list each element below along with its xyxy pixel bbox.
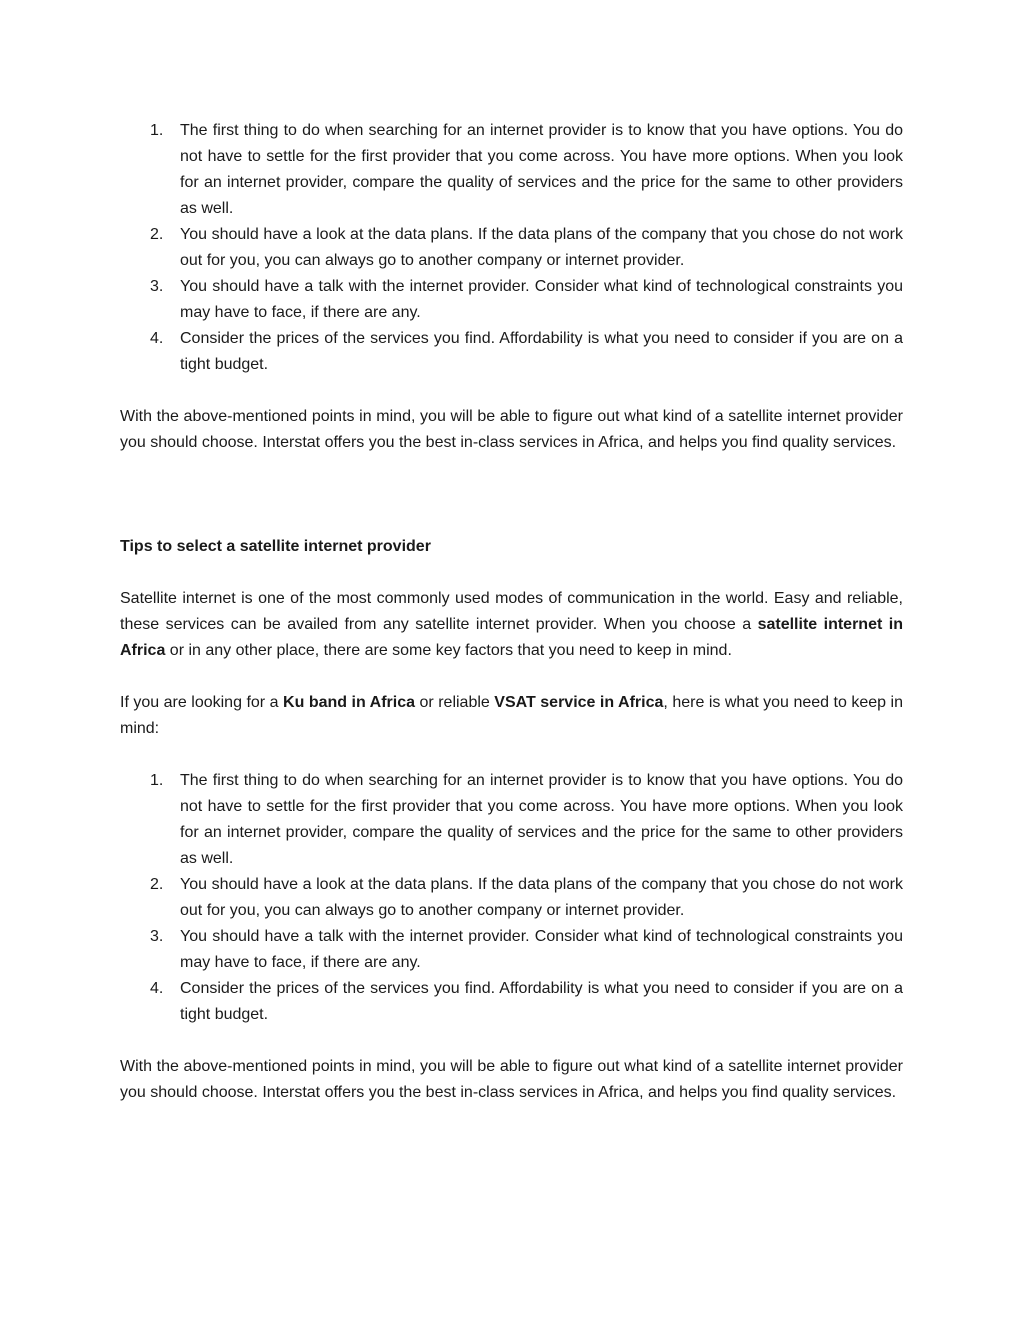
list-item-text: You should have a talk with the internet provider. Consider what kind of technological constraints you may have to face, if there are any. — [180, 278, 903, 321]
list-item — [120, 326, 903, 378]
list-number: 3. — [150, 278, 164, 295]
list-number: 4. — [150, 330, 164, 347]
list-number: 1. — [150, 772, 164, 789]
section-heading: Tips to select a satellite internet provider — [120, 538, 431, 555]
list-item-text: The first thing to do when searching for an internet provider is to know that you have options. You do not have to settle for the first provider that you come across. You have more options. When you look for an internet provider, compare the quality of services and the price for the same to other providers as well. — [180, 772, 903, 867]
numbered-list-2 — [120, 768, 903, 1028]
list-item-text: You should have a talk with the internet provider. Consider what kind of technological constraints you may have to face, if there are any. — [180, 928, 903, 971]
lookup-text-mid: or reliable — [415, 694, 495, 711]
conclusion-paragraph: With the above-mentioned points in mind, you will be able to figure out what kind of a satellite internet provider you should choose. Interstat offers you the best in-class services in Africa, and helps you find quality services. — [120, 408, 903, 451]
keyword-ku-band-africa: Ku band in Africa — [283, 694, 416, 711]
keyword-satellite-internet-africa: satellite internet in Africa — [120, 616, 903, 659]
intro-text: Satellite internet is one of the most commonly used modes of communication in the world. Easy and reliable, these services can be availed from any satellite internet provider. When you choose a — [120, 590, 903, 633]
list-number: 3. — [150, 928, 164, 945]
numbered-list-1 — [120, 118, 903, 378]
lookup-paragraph — [120, 690, 903, 742]
list-item — [120, 274, 903, 326]
list-number: 2. — [150, 226, 164, 243]
list-item — [120, 222, 903, 274]
keyword-vsat-service-africa: VSAT service in Africa — [494, 694, 664, 711]
document-body — [120, 118, 903, 1106]
lookup-text-end: , here is what you need to keep in mind: — [120, 694, 903, 737]
intro-text-end: or in any other place, there are some key factors that you need to keep in mind. — [165, 642, 732, 659]
list-item — [120, 976, 903, 1028]
list-item — [120, 768, 903, 872]
list-item-text: Consider the prices of the services you find. Affordability is what you need to consider if you are on a tight budget. — [180, 980, 903, 1023]
list-item-text: Consider the prices of the services you find. Affordability is what you need to consider if you are on a tight budget. — [180, 330, 903, 373]
intro-paragraph — [120, 586, 903, 664]
lookup-text: If you are looking for a — [120, 694, 284, 711]
list-number: 1. — [150, 122, 164, 139]
list-number: 2. — [150, 876, 164, 893]
list-item-text: The first thing to do when searching for an internet provider is to know that you have options. You do not have to settle for the first provider that you come across. You have more options. When you look for an internet provider, compare the quality of services and the price for the same to other providers as well. — [180, 122, 903, 217]
list-item — [120, 924, 903, 976]
list-item — [120, 118, 903, 222]
list-item — [120, 872, 903, 924]
list-item-text: You should have a look at the data plans. If the data plans of the company that you chose do not work out for you, you can always go to another company or internet provider. — [180, 876, 903, 919]
list-item-text: You should have a look at the data plans. If the data plans of the company that you chose do not work out for you, you can always go to another company or internet provider. — [180, 226, 903, 269]
conclusion-paragraph: With the above-mentioned points in mind, you will be able to figure out what kind of a satellite internet provider you should choose. Interstat offers you the best in-class services in Africa, and helps you find quality services. — [120, 1058, 903, 1101]
list-number: 4. — [150, 980, 164, 997]
